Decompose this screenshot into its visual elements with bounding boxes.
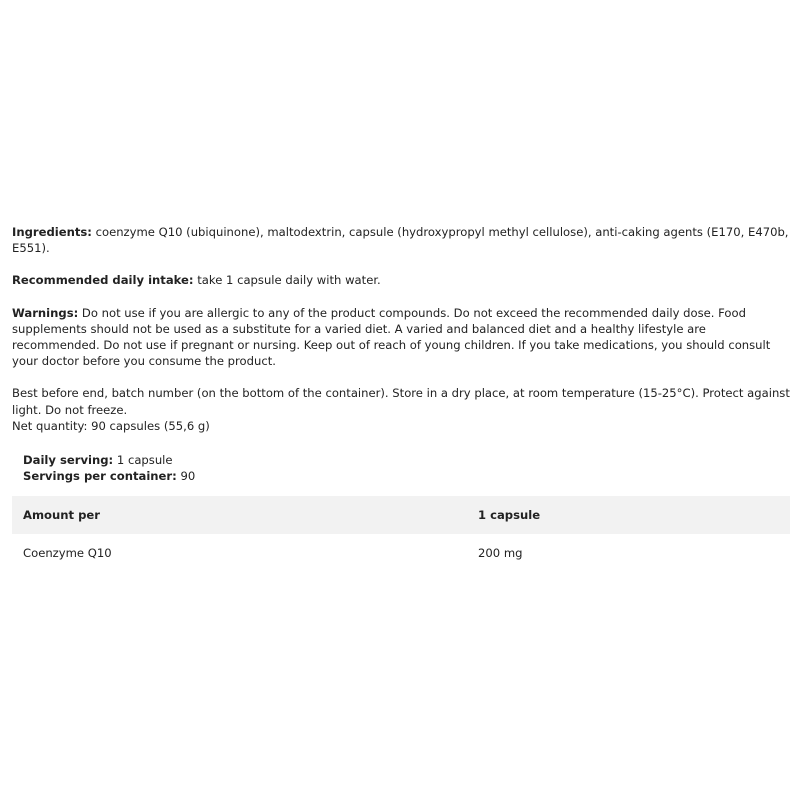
nutrient-name: Coenzyme Q10 bbox=[23, 546, 112, 561]
table-header-row bbox=[12, 496, 790, 534]
daily-serving-value: 1 capsule bbox=[113, 453, 173, 468]
daily-serving bbox=[23, 452, 790, 468]
ingredients-label: Ingredients: bbox=[12, 225, 92, 239]
ingredients-text: coenzyme Q10 (ubiquinone), maltodextrin, capsule (hydroxypropyl methyl cellulose), anti-caking agents (E170, E470b, E551). bbox=[12, 225, 789, 256]
intake-label: Recommended daily intake: bbox=[12, 273, 194, 288]
intake-text: take 1 capsule daily with water. bbox=[193, 273, 381, 288]
column-header-amount-per: Amount per bbox=[12, 496, 467, 534]
warnings-label: Warnings: bbox=[12, 305, 79, 320]
column-header-per-capsule: 1 capsule bbox=[467, 496, 790, 534]
warnings-text: Do not use if you are allergic to any of the product compounds. Do not exceed the recommended daily dose. Food supplements should not be used as a substitute for a varied diet. A varied and balanced diet and a healthy lifestyle are recommended. Do not use if pregnant or nursing. Keep out of reach of young children. If you take medications, you should consult your doctor before you consume the product. bbox=[12, 305, 771, 369]
product-info bbox=[12, 224, 790, 572]
serving-info bbox=[12, 452, 790, 484]
net-quantity: Net quantity: 90 capsules (55,6 g) bbox=[12, 418, 210, 433]
daily-serving-label: Daily serving: bbox=[23, 453, 114, 468]
intake-paragraph bbox=[12, 272, 790, 288]
table-row bbox=[12, 534, 790, 572]
storage-paragraph: Best before end, batch number (on the bottom of the container). Store in a dry place, at room temperature (15-25°C). Protect against light. Do not freeze. bbox=[12, 386, 790, 417]
servings-per-container-value: 90 bbox=[176, 469, 196, 484]
nutrient-amount: 200 mg bbox=[478, 546, 523, 561]
servings-per-container bbox=[23, 468, 790, 484]
nutrition-table bbox=[12, 496, 790, 572]
ingredients-paragraph bbox=[12, 224, 790, 256]
warnings-paragraph bbox=[12, 305, 790, 370]
servings-per-container-label: Servings per container: bbox=[23, 469, 177, 484]
